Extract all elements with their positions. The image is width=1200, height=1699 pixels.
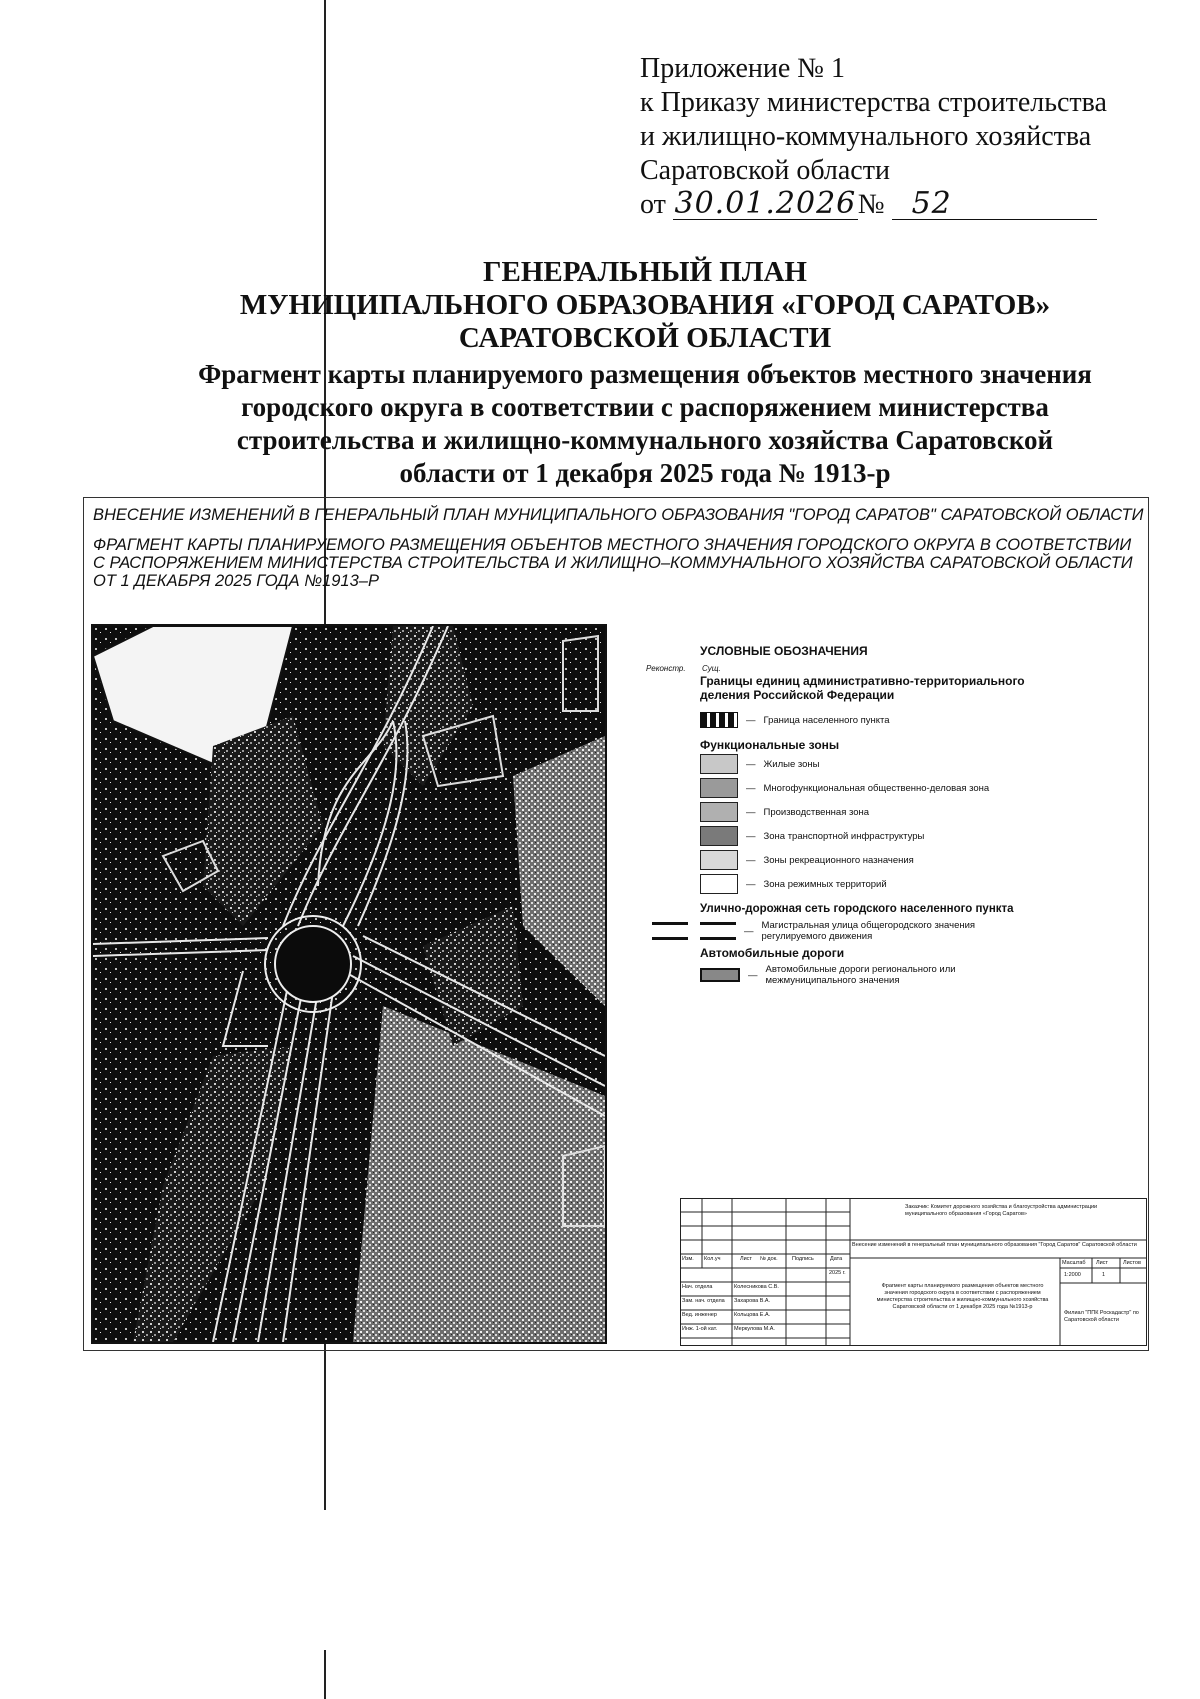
stamp-project: Внесение изменений в генеральный план муниципального образования "Город Саратов" Саратовской области: [852, 1242, 1137, 1248]
stamp-col-list: Лист: [740, 1256, 752, 1262]
handwritten-number: 52: [892, 189, 1097, 220]
zone-swatch: [700, 802, 738, 822]
appendix-block: [640, 52, 1120, 222]
staff-name: Захарова В.А.: [734, 1298, 771, 1304]
document-title: [160, 256, 1130, 355]
legend-title: УСЛОВНЫЕ ОБОЗНАЧЕНИЯ: [700, 644, 868, 658]
zone-label: Зона режимных территорий: [763, 878, 887, 890]
frame-header-line-1: ВНЕСЕНИЕ ИЗМЕНЕНИЙ В ГЕНЕРАЛЬНЫЙ ПЛАН МУНИЦИПАЛЬНОГО ОБРАЗОВАНИЯ "ГОРОД САРАТОВ" САРАТОВСКОЙ ОБЛАСТИ: [93, 506, 1144, 524]
zone-label: Многофункциональная общественно-деловая зона: [763, 782, 990, 794]
main-street-reconstr-swatch: [652, 922, 688, 940]
main-street-swatch: [700, 922, 736, 940]
legend-row-regional-road: [700, 960, 1080, 990]
legend-boundaries-heading: Границы единиц административно-территориального деления Российской Федерации: [700, 674, 1025, 702]
legend-dash: —: [746, 878, 756, 890]
frame-header-line-3: С РАСПОРЯЖЕНИЕМ МИНИСТЕРСТВА СТРОИТЕЛЬСТВА И ЖИЛИЩНО–КОММУНАЛЬНОГО ХОЗЯЙСТВА САРАТОВСКОЙ ОБЛАСТИ: [93, 554, 1133, 572]
subtitle-line-2: городского округа в соответствии с распоряжением министерства: [241, 392, 1049, 422]
frame-header-line-4: ОТ 1 ДЕКАБРЯ 2025 ГОДА №1913–Р: [93, 572, 379, 590]
zone-swatch: [700, 754, 738, 774]
legend-zones-heading: Функциональные зоны: [700, 738, 840, 752]
stamp-sheet-value: 1: [1102, 1272, 1106, 1278]
legend-label-settlement-boundary: Граница населенного пункта: [763, 714, 890, 726]
legend-dash: —: [746, 714, 756, 726]
stamp-col-date: Дата: [830, 1256, 843, 1262]
zone-swatch: [700, 874, 738, 894]
stamp-scale-label: Масштаб: [1062, 1260, 1086, 1266]
stamp-col-doc: № док.: [760, 1256, 778, 1262]
legend-dash: —: [746, 758, 756, 770]
legend-zone-row: [700, 824, 1080, 848]
title-line-3: САРАТОВСКОЙ ОБЛАСТИ: [458, 322, 832, 354]
legend-zone-list: [700, 752, 1080, 896]
stamp-scale-value: 1:2000: [1064, 1272, 1081, 1278]
zone-label: Жилые зоны: [763, 758, 820, 770]
zone-swatch: [700, 826, 738, 846]
frame-header-line-2: ФРАГМЕНТ КАРТЫ ПЛАНИРУЕМОГО РАЗМЕЩЕНИЯ ОБЪЕНТОВ МЕСТНОГО ЗНАЧЕНИЯ ГОРОДСКОГО ОКРУГА В СООТВЕТСТВИИ: [93, 536, 1132, 554]
staff-role: Инж. 1-ой кат.: [682, 1326, 718, 1332]
from-label: от: [640, 189, 666, 220]
document-subtitle: [150, 358, 1140, 490]
stamp-col-koluch: Кол.уч: [704, 1256, 721, 1262]
map-svg: [93, 626, 605, 1342]
legend-dash: —: [746, 782, 756, 794]
legend-row-settlement-boundary: [700, 708, 1080, 732]
appendix-line-1: Приложение № 1: [640, 53, 845, 84]
legend-dash: —: [748, 969, 758, 981]
boundary-line-swatch: [700, 712, 738, 728]
staff-name: Колесникова С.В.: [734, 1284, 779, 1290]
appendix-date-line: [640, 188, 1120, 222]
zone-swatch: [700, 850, 738, 870]
zone-label: Зона транспортной инфраструктуры: [763, 830, 925, 842]
title-line-2: МУНИЦИПАЛЬНОГО ОБРАЗОВАНИЯ «ГОРОД САРАТОВ»: [239, 289, 1051, 321]
staff-name: Кольцова Е.А.: [734, 1312, 771, 1318]
stamp-year: 2025 г.: [829, 1270, 846, 1276]
stamp-col-izm: Изм.: [682, 1256, 694, 1262]
legend-zone-row: [700, 800, 1080, 824]
stamp-organization: Филиал "ППК Роскадастр" по Саратовской области: [1064, 1310, 1139, 1323]
stamp-drawing-title: Фрагмент карты планируемого размещения объектов местного значения городского округа в соответствии с распоряжением министерства строительства и жилищно-коммунального хозяйства Саратовской области от 1 декабря 2025 года №1913-р: [876, 1283, 1049, 1310]
legend-zone-row: [700, 752, 1080, 776]
title-block-stamp: [680, 1198, 1147, 1346]
map-fragment: [91, 624, 607, 1344]
subtitle-line-3: строительства и жилищно-коммунального хозяйства Саратовской: [236, 425, 1054, 455]
appendix-line-3: и жилищно-коммунального хозяйства: [640, 121, 1092, 152]
legend-col-exist: Сущ.: [702, 664, 721, 673]
zone-label: Зоны рекреационного назначения: [763, 854, 914, 866]
legend-dash: —: [746, 854, 756, 866]
legend-roads-heading: Автомобильные дороги: [700, 946, 845, 960]
staff-name: Меркулова М.А.: [734, 1326, 775, 1332]
staff-role: Вед. инженер: [682, 1312, 717, 1318]
regional-road-swatch: [700, 968, 740, 982]
legend-col-reconstr: Реконстр.: [646, 664, 686, 673]
zone-label: Производственная зона: [763, 806, 870, 818]
zone-swatch: [700, 778, 738, 798]
legend-label-regional-road: Автомобильные дороги регионального или межмуниципального значения: [765, 964, 956, 986]
legend-zone-row: [700, 848, 1080, 872]
frame-header: [93, 506, 1144, 590]
legend-row-main-street: [700, 916, 1080, 946]
handwritten-date: 30.01.2026: [674, 186, 857, 221]
subtitle-line-4: области от 1 декабря 2025 года № 1913-р: [399, 458, 891, 488]
staff-role: Зам. нач. отдела: [682, 1298, 725, 1304]
scan-artifact-line-lower: [324, 1650, 326, 1699]
legend-dash: —: [746, 830, 756, 842]
legend-zone-row: [700, 872, 1080, 896]
legend-zone-row: [700, 776, 1080, 800]
roundabout-inner: [275, 926, 351, 1002]
stamp-sheet-label: Лист: [1096, 1260, 1108, 1266]
stamp-customer: Заказчик: Комитет дорожного хозяйства и благоустройства администрации муниципального образования «Город Саратов»: [905, 1204, 1098, 1217]
title-line-1: ГЕНЕРАЛЬНЫЙ ПЛАН: [483, 256, 807, 288]
stamp-sheets-label: Листов: [1123, 1260, 1141, 1266]
legend-streets-heading: Улично-дорожная сеть городского населенного пункта: [700, 903, 1014, 915]
legend: [646, 644, 1080, 990]
number-label: №: [857, 189, 885, 220]
appendix-line-4: Саратовской области: [640, 155, 890, 186]
legend-dash: —: [746, 806, 756, 818]
legend-dash: —: [744, 925, 754, 937]
appendix-line-2: к Приказу министерства строительства: [640, 87, 1107, 118]
subtitle-line-1: Фрагмент карты планируемого размещения объектов местного значения: [198, 359, 1092, 389]
legend-label-main-street: Магистральная улица общегородского значения регулируемого движения: [761, 920, 976, 942]
stamp-col-sign: Подпись: [792, 1256, 814, 1262]
staff-role: Нач. отдела: [682, 1284, 713, 1290]
